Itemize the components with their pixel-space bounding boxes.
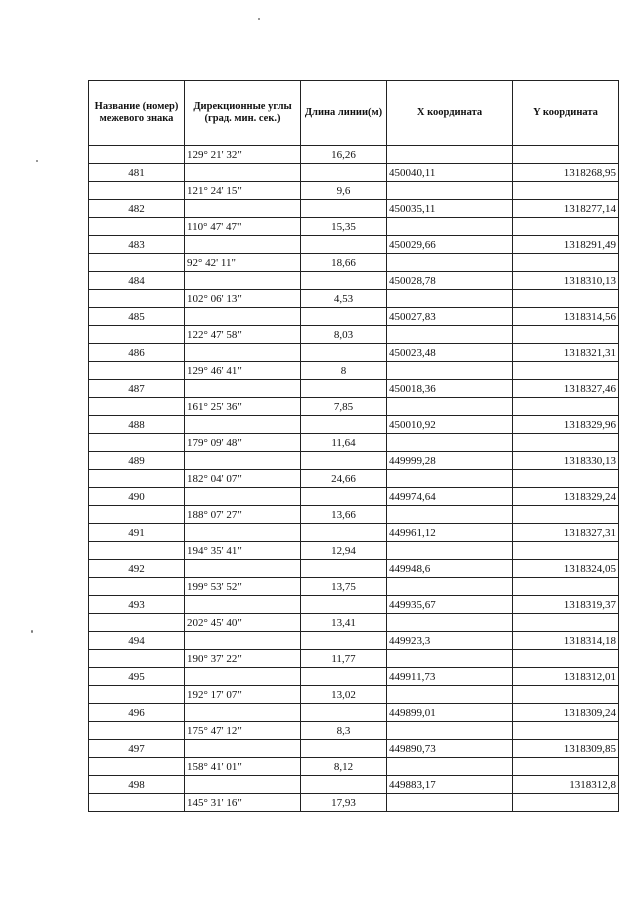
x-coordinate-cell — [387, 542, 513, 560]
line-length-cell — [301, 632, 387, 650]
bearing-angle-cell: 129° 21' 32" — [185, 146, 301, 164]
line-length-cell: 13,66 — [301, 506, 387, 524]
mark-name-cell — [89, 182, 185, 200]
x-coordinate-cell — [387, 650, 513, 668]
bearing-angle-cell — [185, 488, 301, 506]
mark-name-cell: 484 — [89, 272, 185, 290]
table-row — [89, 542, 619, 560]
y-coordinate-cell: 1318268,95 — [513, 164, 619, 182]
mark-name-cell — [89, 362, 185, 380]
bearing-angle-cell — [185, 164, 301, 182]
y-coordinate-cell: 1318312,8 — [513, 776, 619, 794]
y-coordinate-cell — [513, 506, 619, 524]
line-length-cell: 8,03 — [301, 326, 387, 344]
y-coordinate-cell: 1318327,31 — [513, 524, 619, 542]
y-coordinate-cell: 1318310,13 — [513, 272, 619, 290]
table-row — [89, 488, 619, 506]
y-coordinate-cell: 1318321,31 — [513, 344, 619, 362]
table-row — [89, 434, 619, 452]
mark-name-cell — [89, 542, 185, 560]
table-row — [89, 704, 619, 722]
line-length-cell: 8,12 — [301, 758, 387, 776]
table-row — [89, 668, 619, 686]
mark-name-cell: 482 — [89, 200, 185, 218]
bearing-angle-cell: 182° 04' 07" — [185, 470, 301, 488]
mark-name-cell — [89, 146, 185, 164]
mark-name-cell — [89, 470, 185, 488]
x-coordinate-cell: 449999,28 — [387, 452, 513, 470]
y-coordinate-cell — [513, 254, 619, 272]
y-coordinate-cell: 1318329,24 — [513, 488, 619, 506]
bearing-angle-cell: 158° 41' 01" — [185, 758, 301, 776]
mark-name-cell: 494 — [89, 632, 185, 650]
line-length-cell: 18,66 — [301, 254, 387, 272]
bearing-angle-cell — [185, 668, 301, 686]
line-length-cell — [301, 488, 387, 506]
bearing-angle-cell: 199° 53' 52" — [185, 578, 301, 596]
mark-name-cell — [89, 686, 185, 704]
x-coordinate-cell — [387, 506, 513, 524]
x-coordinate-cell: 449899,01 — [387, 704, 513, 722]
header-bearing-angle: Дирекционные углы (град. мин. сек.) — [185, 81, 301, 146]
scan-speck — [36, 160, 38, 162]
line-length-cell — [301, 560, 387, 578]
table-row — [89, 182, 619, 200]
table-row — [89, 272, 619, 290]
table-row — [89, 380, 619, 398]
bearing-angle-cell: 194° 35' 41" — [185, 542, 301, 560]
mark-name-cell: 491 — [89, 524, 185, 542]
table-row — [89, 200, 619, 218]
mark-name-cell: 488 — [89, 416, 185, 434]
table-row — [89, 326, 619, 344]
bearing-angle-cell: 110° 47' 47" — [185, 218, 301, 236]
x-coordinate-cell — [387, 758, 513, 776]
line-length-cell — [301, 236, 387, 254]
boundary-marks-table — [88, 80, 619, 812]
mark-name-cell — [89, 794, 185, 812]
line-length-cell: 9,6 — [301, 182, 387, 200]
line-length-cell: 16,26 — [301, 146, 387, 164]
table-row — [89, 452, 619, 470]
x-coordinate-cell — [387, 722, 513, 740]
line-length-cell — [301, 704, 387, 722]
y-coordinate-cell: 1318277,14 — [513, 200, 619, 218]
mark-name-cell — [89, 506, 185, 524]
table-row — [89, 254, 619, 272]
y-coordinate-cell: 1318330,13 — [513, 452, 619, 470]
x-coordinate-cell: 449961,12 — [387, 524, 513, 542]
x-coordinate-cell — [387, 794, 513, 812]
x-coordinate-cell — [387, 362, 513, 380]
x-coordinate-cell: 449890,73 — [387, 740, 513, 758]
line-length-cell: 8 — [301, 362, 387, 380]
x-coordinate-cell — [387, 254, 513, 272]
table-body — [89, 146, 619, 812]
line-length-cell: 24,66 — [301, 470, 387, 488]
x-coordinate-cell — [387, 326, 513, 344]
bearing-angle-cell — [185, 272, 301, 290]
x-coordinate-cell — [387, 146, 513, 164]
y-coordinate-cell — [513, 686, 619, 704]
y-coordinate-cell: 1318314,18 — [513, 632, 619, 650]
scan-speck — [31, 630, 33, 633]
line-length-cell: 13,41 — [301, 614, 387, 632]
table-row — [89, 362, 619, 380]
line-length-cell: 13,02 — [301, 686, 387, 704]
y-coordinate-cell — [513, 218, 619, 236]
bearing-angle-cell — [185, 740, 301, 758]
x-coordinate-cell: 450029,66 — [387, 236, 513, 254]
y-coordinate-cell — [513, 614, 619, 632]
line-length-cell — [301, 596, 387, 614]
table-row — [89, 506, 619, 524]
bearing-angle-cell — [185, 344, 301, 362]
mark-name-cell — [89, 758, 185, 776]
header-mark-name: Название (номер) межевого знака — [89, 81, 185, 146]
bearing-angle-cell: 188° 07' 27" — [185, 506, 301, 524]
table-row — [89, 164, 619, 182]
header-y-coordinate: Y координата — [513, 81, 619, 146]
bearing-angle-cell — [185, 704, 301, 722]
mark-name-cell — [89, 290, 185, 308]
line-length-cell — [301, 272, 387, 290]
mark-name-cell: 486 — [89, 344, 185, 362]
mark-name-cell — [89, 218, 185, 236]
y-coordinate-cell: 1318324,05 — [513, 560, 619, 578]
bearing-angle-cell — [185, 416, 301, 434]
y-coordinate-cell: 1318291,49 — [513, 236, 619, 254]
x-coordinate-cell — [387, 398, 513, 416]
mark-name-cell — [89, 722, 185, 740]
line-length-cell — [301, 380, 387, 398]
mark-name-cell — [89, 398, 185, 416]
line-length-cell: 13,75 — [301, 578, 387, 596]
bearing-angle-cell: 202° 45' 40" — [185, 614, 301, 632]
y-coordinate-cell — [513, 398, 619, 416]
line-length-cell: 15,35 — [301, 218, 387, 236]
x-coordinate-cell: 450018,36 — [387, 380, 513, 398]
bearing-angle-cell: 161° 25' 36" — [185, 398, 301, 416]
header-line-length: Длина линии(м) — [301, 81, 387, 146]
scan-speck — [258, 18, 260, 20]
y-coordinate-cell — [513, 650, 619, 668]
bearing-angle-cell: 190° 37' 22" — [185, 650, 301, 668]
x-coordinate-cell — [387, 218, 513, 236]
y-coordinate-cell — [513, 182, 619, 200]
mark-name-cell: 489 — [89, 452, 185, 470]
y-coordinate-cell: 1318309,85 — [513, 740, 619, 758]
table-header — [89, 81, 619, 146]
y-coordinate-cell — [513, 758, 619, 776]
table-row — [89, 650, 619, 668]
table-row — [89, 218, 619, 236]
x-coordinate-cell: 450028,78 — [387, 272, 513, 290]
table-row — [89, 596, 619, 614]
x-coordinate-cell — [387, 290, 513, 308]
mark-name-cell: 497 — [89, 740, 185, 758]
bearing-angle-cell: 145° 31' 16" — [185, 794, 301, 812]
line-length-cell — [301, 308, 387, 326]
table-row — [89, 470, 619, 488]
x-coordinate-cell: 450010,92 — [387, 416, 513, 434]
table-row — [89, 560, 619, 578]
bearing-angle-cell — [185, 308, 301, 326]
x-coordinate-cell: 449883,17 — [387, 776, 513, 794]
y-coordinate-cell: 1318309,24 — [513, 704, 619, 722]
bearing-angle-cell — [185, 380, 301, 398]
y-coordinate-cell — [513, 578, 619, 596]
mark-name-cell: 496 — [89, 704, 185, 722]
x-coordinate-cell: 450027,83 — [387, 308, 513, 326]
mark-name-cell — [89, 578, 185, 596]
line-length-cell — [301, 416, 387, 434]
x-coordinate-cell: 449935,67 — [387, 596, 513, 614]
bearing-angle-cell — [185, 596, 301, 614]
x-coordinate-cell — [387, 614, 513, 632]
bearing-angle-cell — [185, 560, 301, 578]
x-coordinate-cell: 450035,11 — [387, 200, 513, 218]
bearing-angle-cell: 129° 46' 41" — [185, 362, 301, 380]
mark-name-cell: 487 — [89, 380, 185, 398]
line-length-cell — [301, 344, 387, 362]
bearing-angle-cell — [185, 236, 301, 254]
table-row — [89, 794, 619, 812]
table-row — [89, 236, 619, 254]
bearing-angle-cell — [185, 776, 301, 794]
mark-name-cell — [89, 326, 185, 344]
table-row — [89, 632, 619, 650]
x-coordinate-cell: 449974,64 — [387, 488, 513, 506]
bearing-angle-cell — [185, 200, 301, 218]
table-row — [89, 578, 619, 596]
mark-name-cell: 483 — [89, 236, 185, 254]
line-length-cell: 8,3 — [301, 722, 387, 740]
mark-name-cell: 493 — [89, 596, 185, 614]
x-coordinate-cell: 450023,48 — [387, 344, 513, 362]
bearing-angle-cell: 121° 24' 15" — [185, 182, 301, 200]
table-row — [89, 722, 619, 740]
x-coordinate-cell: 449911,73 — [387, 668, 513, 686]
line-length-cell — [301, 668, 387, 686]
table-row — [89, 758, 619, 776]
y-coordinate-cell — [513, 794, 619, 812]
bearing-angle-cell: 192° 17' 07" — [185, 686, 301, 704]
y-coordinate-cell: 1318329,96 — [513, 416, 619, 434]
bearing-angle-cell: 122° 47' 58" — [185, 326, 301, 344]
y-coordinate-cell — [513, 434, 619, 452]
y-coordinate-cell — [513, 290, 619, 308]
table-row — [89, 776, 619, 794]
mark-name-cell: 498 — [89, 776, 185, 794]
table-row — [89, 686, 619, 704]
y-coordinate-cell — [513, 542, 619, 560]
table-row — [89, 146, 619, 164]
bearing-angle-cell: 179° 09' 48" — [185, 434, 301, 452]
mark-name-cell: 492 — [89, 560, 185, 578]
line-length-cell — [301, 524, 387, 542]
bearing-angle-cell: 92° 42' 11" — [185, 254, 301, 272]
x-coordinate-cell — [387, 578, 513, 596]
x-coordinate-cell — [387, 434, 513, 452]
y-coordinate-cell — [513, 470, 619, 488]
y-coordinate-cell: 1318312,01 — [513, 668, 619, 686]
y-coordinate-cell — [513, 722, 619, 740]
mark-name-cell — [89, 614, 185, 632]
line-length-cell — [301, 164, 387, 182]
line-length-cell: 12,94 — [301, 542, 387, 560]
mark-name-cell: 490 — [89, 488, 185, 506]
line-length-cell — [301, 776, 387, 794]
table-row — [89, 740, 619, 758]
bearing-angle-cell: 102° 06' 13" — [185, 290, 301, 308]
mark-name-cell — [89, 650, 185, 668]
y-coordinate-cell — [513, 326, 619, 344]
bearing-angle-cell — [185, 524, 301, 542]
mark-name-cell: 495 — [89, 668, 185, 686]
x-coordinate-cell — [387, 182, 513, 200]
line-length-cell: 11,77 — [301, 650, 387, 668]
table-row — [89, 524, 619, 542]
x-coordinate-cell: 450040,11 — [387, 164, 513, 182]
line-length-cell: 7,85 — [301, 398, 387, 416]
bearing-angle-cell — [185, 452, 301, 470]
y-coordinate-cell — [513, 146, 619, 164]
table-row — [89, 290, 619, 308]
line-length-cell — [301, 452, 387, 470]
mark-name-cell: 481 — [89, 164, 185, 182]
y-coordinate-cell — [513, 362, 619, 380]
line-length-cell — [301, 740, 387, 758]
line-length-cell — [301, 200, 387, 218]
header-x-coordinate: X координата — [387, 81, 513, 146]
table-row — [89, 614, 619, 632]
x-coordinate-cell — [387, 686, 513, 704]
header-row — [89, 81, 619, 146]
mark-name-cell: 485 — [89, 308, 185, 326]
line-length-cell: 17,93 — [301, 794, 387, 812]
mark-name-cell — [89, 434, 185, 452]
table-row — [89, 398, 619, 416]
y-coordinate-cell: 1318314,56 — [513, 308, 619, 326]
bearing-angle-cell: 175° 47' 12" — [185, 722, 301, 740]
table-row — [89, 344, 619, 362]
y-coordinate-cell: 1318327,46 — [513, 380, 619, 398]
x-coordinate-cell: 449923,3 — [387, 632, 513, 650]
line-length-cell: 4,53 — [301, 290, 387, 308]
bearing-angle-cell — [185, 632, 301, 650]
table-row — [89, 416, 619, 434]
y-coordinate-cell: 1318319,37 — [513, 596, 619, 614]
x-coordinate-cell: 449948,6 — [387, 560, 513, 578]
line-length-cell: 11,64 — [301, 434, 387, 452]
x-coordinate-cell — [387, 470, 513, 488]
table-row — [89, 308, 619, 326]
mark-name-cell — [89, 254, 185, 272]
